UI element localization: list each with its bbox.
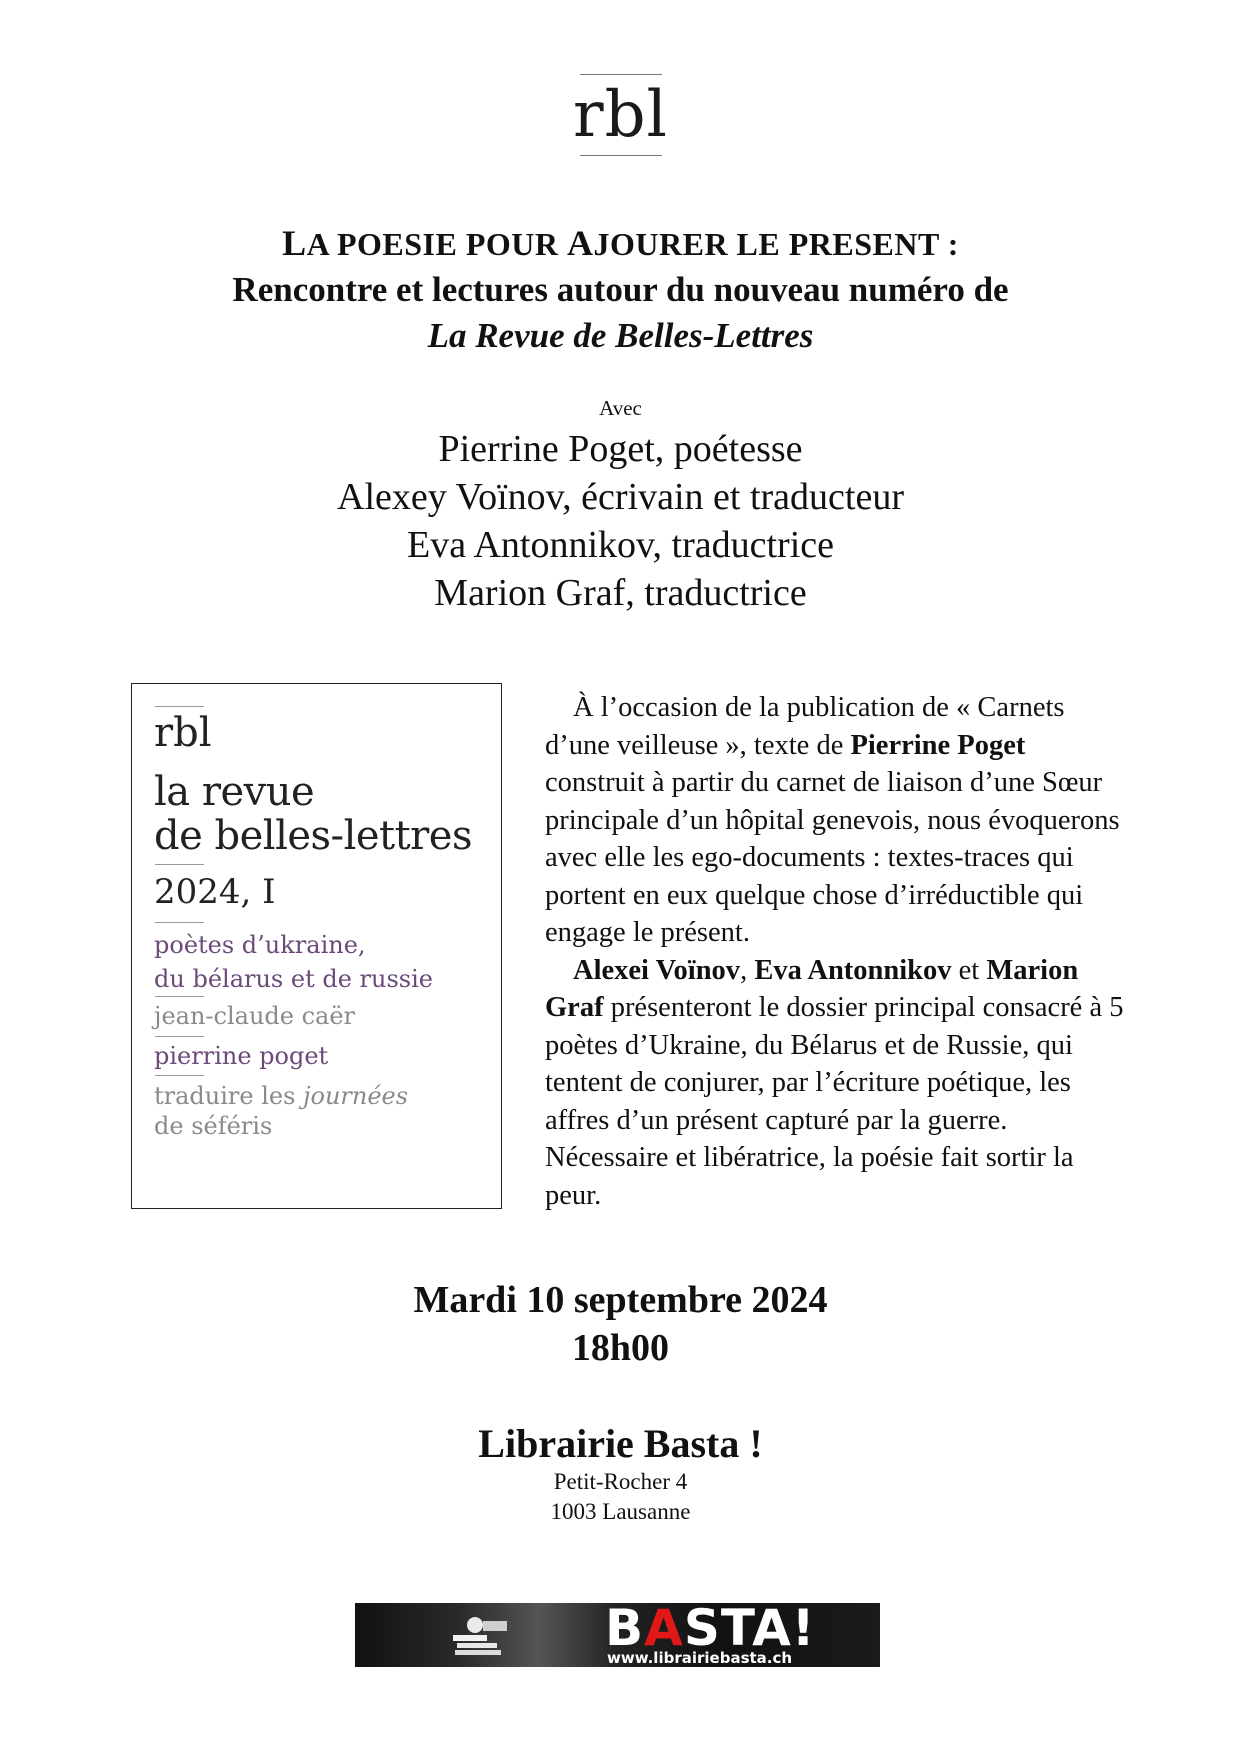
banner-letters: STA!	[683, 1603, 816, 1657]
title-small-caps-1: A POESIE POUR	[306, 226, 567, 262]
rbl-logo	[0, 74, 1241, 156]
bold-name: Pierrine Poget	[850, 729, 1026, 761]
venue-name: Librairie Basta !	[478, 1421, 763, 1466]
event-time: 18h00	[571, 1327, 670, 1369]
logo-text: rbl	[572, 78, 669, 152]
title-line-2: Rencontre et lectures autour du nouveau numéro de	[232, 270, 1009, 309]
cover-logo: rbl	[154, 710, 212, 756]
cover-dossier-line-1: poètes d’ukraine,	[154, 931, 366, 959]
cover-article-line-2: de séféris	[154, 1112, 273, 1140]
cover-dossier	[154, 928, 433, 996]
text-run: et	[951, 954, 987, 986]
cover-author: jean-claude caër	[154, 1002, 356, 1030]
text-run: ,	[740, 954, 755, 986]
cover-article-text: traduire les	[154, 1082, 304, 1110]
cover-rule	[155, 1075, 204, 1076]
event-description	[545, 689, 1125, 1214]
magazine-cover	[131, 683, 502, 1209]
participants-intro: Avec	[599, 396, 642, 420]
cover-issue: 2024, I	[154, 872, 276, 912]
participant: Pierrine Poget, poétesse	[438, 428, 803, 470]
cover-rule	[155, 864, 204, 865]
title-line-1	[0, 220, 1241, 267]
venue-street: Petit-Rocher 4	[553, 1469, 688, 1494]
bold-name: Eva Antonnikov	[754, 954, 952, 986]
cover-dossier-line-2: du bélarus et de russie	[154, 965, 433, 993]
title-cap-a: A	[566, 223, 594, 263]
title-small-caps-2: JOURER LE PRESENT :	[593, 226, 959, 262]
cover-rule	[155, 996, 204, 997]
participants-list	[0, 425, 1241, 617]
participant: Marion Graf, traductrice	[434, 572, 807, 614]
basta-banner	[355, 1603, 880, 1667]
venue-city: 1003 Lausanne	[550, 1499, 691, 1524]
text-run: À l’occasion de la publication de « Carnets d’une veilleuse », texte de	[545, 692, 1065, 761]
cover-rule	[155, 922, 204, 923]
banner-letter: B	[605, 1603, 645, 1657]
event-title	[0, 220, 1241, 359]
cover-title-line-2: de belles-lettres	[154, 813, 473, 859]
description-paragraph	[545, 689, 1125, 952]
participant: Eva Antonnikov, traductrice	[406, 524, 835, 566]
bold-name: Marion Graf	[545, 954, 1079, 1023]
description-paragraph	[545, 952, 1125, 1215]
cover-title	[154, 770, 472, 858]
cover-rule	[155, 706, 204, 707]
banner-url[interactable]: www.librairiebasta.ch	[607, 1649, 793, 1667]
cover-rule	[155, 1036, 204, 1037]
figure-illustration-icon	[453, 1613, 513, 1657]
banner-letter-red: A	[644, 1603, 684, 1657]
text-run: construit à partir du carnet de liaison d’une Sœur principale d’un hôpital genevois, nous évoquerons avec elle les ego-documents : textes-traces qui portent en eux quelque chose d’irréductible qui engage le présent.	[545, 767, 1120, 948]
text-run: présenteront le dossier principal consacré à 5 poètes d’Ukraine, du Bélarus et de Russie, qui tentent de conjurer, par l’écriture poétique, les affres d’un présent capturé par la guerre. Nécessaire et libératrice, la poésie fait sortir la peur.	[545, 992, 1124, 1211]
bold-name: Alexei Voïnov	[573, 954, 741, 986]
cover-title-line-1: la revue	[154, 769, 315, 815]
cover-article	[154, 1081, 408, 1141]
event-date: Mardi 10 septembre 2024	[413, 1279, 828, 1321]
venue-address	[0, 1467, 1241, 1527]
logo-bottom-rule	[580, 155, 662, 156]
participant: Alexey Voïnov, écrivain et traducteur	[337, 476, 904, 518]
cover-article-italic: journées	[303, 1082, 409, 1110]
event-datetime	[0, 1276, 1241, 1372]
title-cap-l: L	[282, 223, 307, 263]
cover-author: pierrine poget	[154, 1042, 329, 1070]
title-line-3: La Revue de Belles-Lettres	[427, 316, 814, 355]
